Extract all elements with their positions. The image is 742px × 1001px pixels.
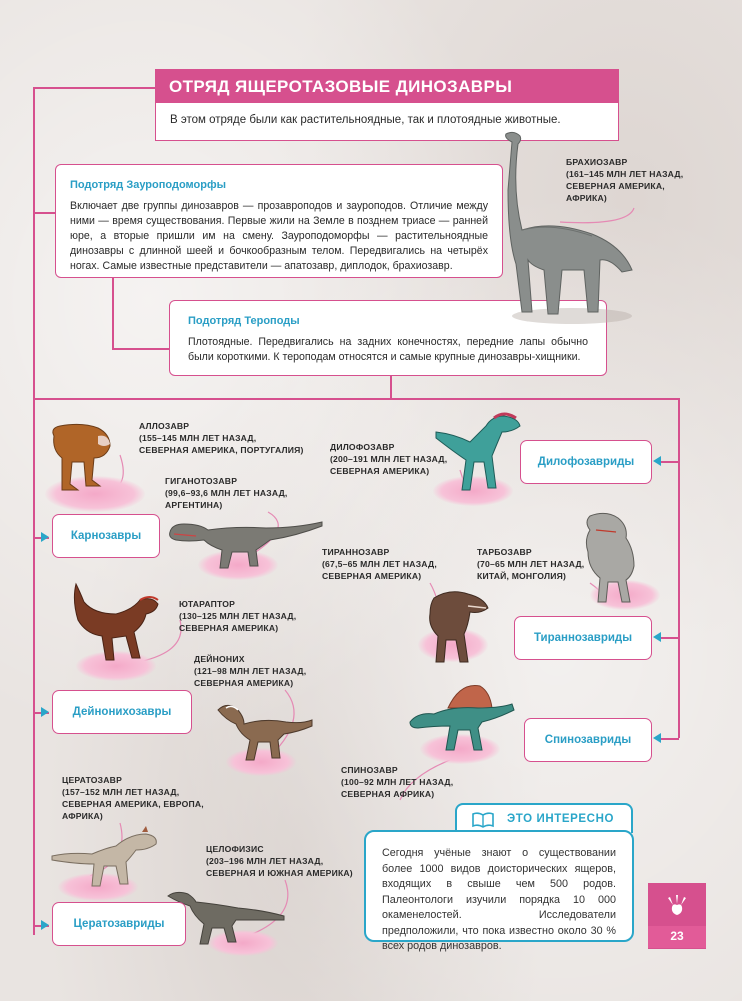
spinosaurus-region: СЕВЕРНАЯ АФРИКА) — [341, 789, 435, 799]
utahraptor-period: (130–125 МЛН ЛЕТ НАЗАД, — [179, 611, 297, 621]
page-number: 23 — [648, 926, 706, 948]
coelophysis-label — [206, 843, 353, 879]
ceratosaurus-period: (157–152 МЛН ЛЕТ НАЗАД, — [62, 787, 180, 797]
brachiosaurus-label — [566, 156, 683, 204]
allosaurus-illustration — [46, 418, 126, 496]
tyrannosaurus-period: (67,5–65 МЛН ЛЕТ НАЗАД, — [322, 559, 437, 569]
dilophosaurus-region: СЕВЕРНАЯ АМЕРИКА) — [330, 466, 430, 476]
group-dilophosaurids: Дилофозавриды — [520, 440, 652, 484]
ceratosaurus-name: ЦЕРАТОЗАВР — [62, 775, 123, 785]
allosaurus-region: СЕВЕРНАЯ АМЕРИКА, ПОРТУГАЛИЯ) — [139, 445, 304, 455]
dilophosaurus-label — [330, 441, 447, 477]
spinosaurus-illustration — [408, 678, 518, 754]
fact-text: Сегодня учёные знают о существовании более 1000 видов доисторических ящеров, входящих в свыше чем 500 родов. Палеонтологи изучили порядка 10 000 окаменелостей. Исследователи предположили, что пока известно около 30 % всех родов динозавров. — [382, 847, 616, 952]
deinonychus-period: (121–98 МЛН ЛЕТ НАЗАД, — [194, 666, 307, 676]
fact-tab-label: ЭТО ИНТЕРЕСНО — [507, 813, 615, 825]
theropod-title: Подотряд Тероподы — [188, 315, 300, 327]
coelophysis-region: СЕВЕРНАЯ И ЮЖНАЯ АМЕРИКА) — [206, 868, 353, 878]
fact-tab — [455, 803, 633, 833]
group-carnosaurs: Карнозавры — [52, 514, 160, 558]
deinonychus-name: ДЕЙНОНИХ — [194, 654, 245, 664]
dilophosaurus-illustration — [434, 410, 524, 496]
sauropodomorph-text: Включает две группы динозавров — прозавроподов и зауроподов. Отличие между ними — время существования. Первые жили на Земле в позднем триасе — ранней юре, а вторые пришли им на смену. Зауроподоморфы — растительноядные динозавры с длинной шеей и бочкообразным телом. Передвигались на четырёх ногах. Самые известные представители — апатозавр, диплодок, брахиозавр. — [70, 200, 488, 272]
spinosaurus-name: СПИНОЗАВР — [341, 765, 398, 775]
tarbosaurus-period: (70–65 МЛН ЛЕТ НАЗАД, — [477, 559, 585, 569]
brachiosaurus-region-2: АФРИКА) — [566, 193, 607, 203]
tyrannosaurus-illustration — [424, 586, 494, 666]
sauropodomorph-card — [55, 164, 503, 278]
deinonychus-region: СЕВЕРНАЯ АМЕРИКА) — [194, 678, 294, 688]
intro-text: В этом отряде были как растительноядные, так и плотоядные животные. — [170, 114, 561, 126]
brachiosaurus-region-1: СЕВЕРНАЯ АМЕРИКА, — [566, 181, 665, 191]
ceratosaurus-label — [62, 774, 204, 822]
allosaurus-period: (155–145 МЛН ЛЕТ НАЗАД, — [139, 433, 257, 443]
tarbosaurus-name: ТАРБОЗАВР — [477, 547, 532, 557]
sauropodomorph-title: Подотряд Зауроподоморфы — [70, 179, 226, 191]
deinonychus-illustration — [214, 700, 314, 764]
tyrannosaurus-label — [322, 546, 437, 582]
ceratosaurus-region-2: АФРИКА) — [62, 811, 103, 821]
giganotosaurus-region: АРГЕНТИНА) — [165, 500, 223, 510]
group-ceratosaurids: Цератозавриды — [52, 902, 186, 946]
group-deinonychosaurs: Дейнонихозавры — [52, 690, 192, 734]
tarbosaurus-illustration — [576, 510, 656, 606]
spinosaurus-label — [341, 764, 453, 800]
tarbosaurus-label — [477, 546, 584, 582]
utahraptor-illustration — [66, 580, 162, 668]
ceratosaurus-region-1: СЕВЕРНАЯ АМЕРИКА, ЕВРОПА, — [62, 799, 204, 809]
dilophosaurus-name: ДИЛОФОЗАВР — [330, 442, 395, 452]
tyrannosaurus-name: ТИРАННОЗАВР — [322, 547, 390, 557]
fact-box — [364, 830, 634, 952]
page-title: ОТРЯД ЯЩЕРОТАЗОВЫЕ ДИНОЗАВРЫ — [155, 69, 619, 103]
giganotosaurus-period: (99,6–93,6 МЛН ЛЕТ НАЗАД, — [165, 488, 288, 498]
giganotosaurus-illustration — [166, 510, 326, 572]
group-tyrannosaurids: Тираннозавриды — [514, 616, 652, 660]
group-spinosaurids: Спинозавриды — [524, 718, 652, 762]
allosaurus-label — [139, 420, 304, 456]
deinonychus-label — [194, 653, 306, 689]
dinosaur-footprint-icon — [665, 893, 689, 917]
book-icon — [471, 812, 495, 828]
tarbosaurus-region: КИТАЙ, МОНГОЛИЯ) — [477, 571, 567, 581]
dilophosaurus-period: (200–191 МЛН ЛЕТ НАЗАД, — [330, 454, 448, 464]
tyrannosaurus-region: СЕВЕРНАЯ АМЕРИКА) — [322, 571, 422, 581]
brachiosaurus-name: БРАХИОЗАВР — [566, 157, 628, 167]
coelophysis-period: (203–196 МЛН ЛЕТ НАЗАД, — [206, 856, 324, 866]
giganotosaurus-name: ГИГАНОТОЗАВР — [165, 476, 238, 486]
utahraptor-label — [179, 598, 296, 634]
utahraptor-region: СЕВЕРНАЯ АМЕРИКА) — [179, 623, 279, 633]
brachiosaurus-period: (161–145 МЛН ЛЕТ НАЗАД, — [566, 169, 684, 179]
theropod-text: Плотоядные. Передвигались на задних конечностях, передние лапы обычно были короткими. К тероподам относятся и самые крупные динозавры-хищники. — [188, 336, 588, 363]
utahraptor-name: ЮТАРАПТОР — [179, 599, 236, 609]
coelophysis-name: ЦЕЛОФИЗИС — [206, 844, 264, 854]
allosaurus-name: АЛЛОЗАВР — [139, 421, 190, 431]
ceratosaurus-illustration — [50, 826, 160, 890]
giganotosaurus-label — [165, 475, 288, 511]
spinosaurus-period: (100–92 МЛН ЛЕТ НАЗАД, — [341, 777, 454, 787]
